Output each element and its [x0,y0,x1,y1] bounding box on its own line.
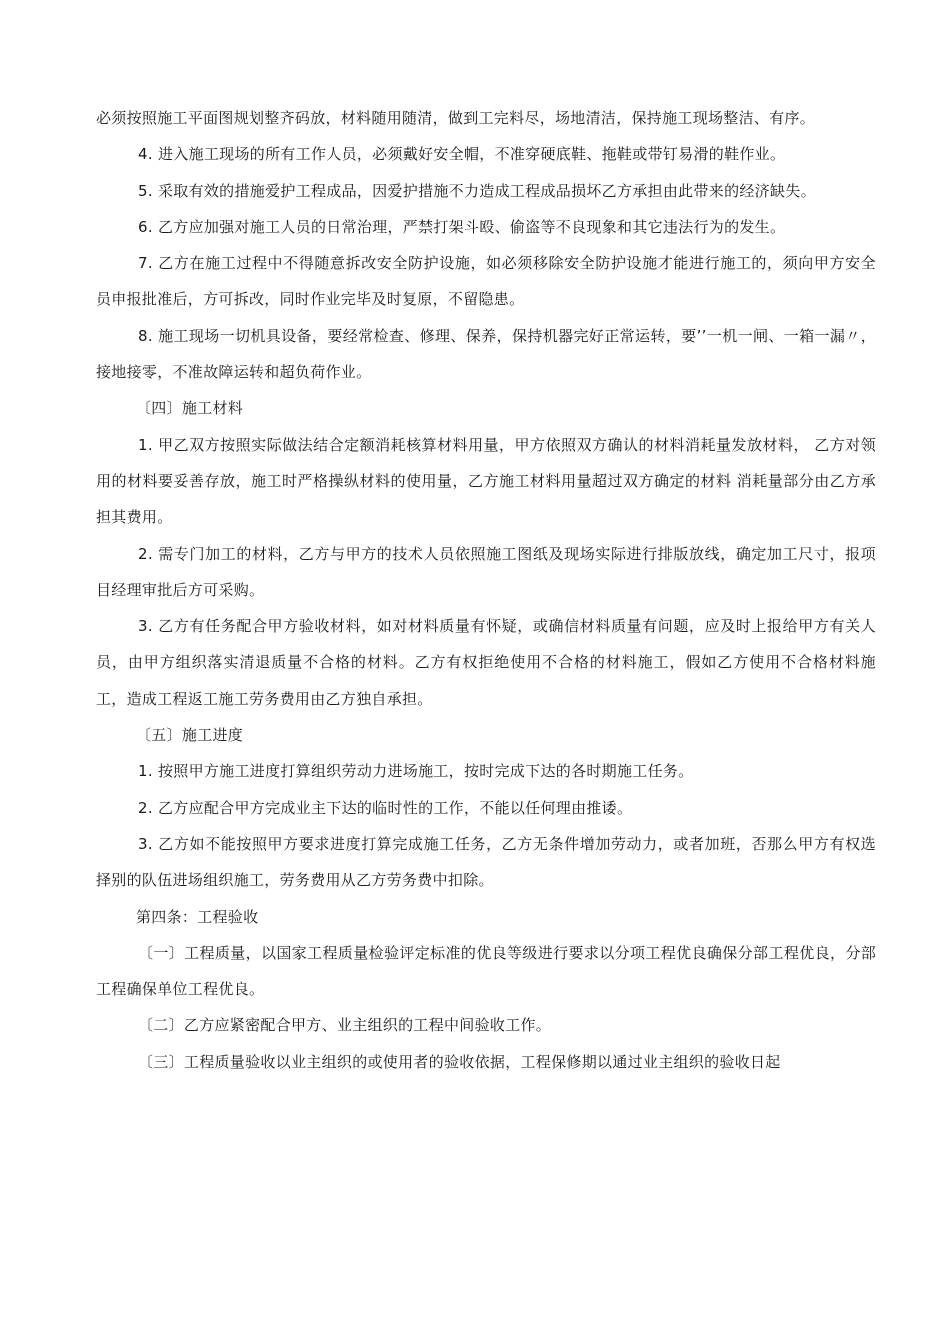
paragraph-materials-1: 1. 甲乙双方按照实际做法结合定额消耗核算材料用量，甲方依照双方确认的材料消耗量发放材料， 乙方对领用的材料要妥善存放，施工时严格操纵材料的使用量，乙方施工材料用量超过双方确定的材料 消耗量部分由乙方承担其费用。 [96,435,876,527]
paragraph-acceptance-1: 〔一〕工程质量，以国家工程质量检验评定标准的优良等级进行要求以分项工程优良确保分部工程优良，分部工程确保单位工程优良。 [96,943,876,999]
section-heading-materials: 〔四〕施工材料 [136,399,244,418]
section-heading-progress: 〔五〕施工进度 [136,726,244,745]
paragraph-item-7: 7. 乙方在施工过程中不得随意拆改安全防护设施，如必须移除安全防护设施才能进行施工的，须向甲方安全员申报批准后，方可拆改，同时作业完毕及时复原，不留隐患。 [96,254,876,309]
document-body [96,100,876,1080]
paragraph-item-8: 8. 施工现场一切机具设备，要经常检查、修理、保养，保持机器完好正常运转，要’’一机一闸、一箱一漏〃，接地接零，不准故障运转和超负荷作业。 [96,326,876,382]
article-heading-acceptance: 第四条：工程验收 [136,907,259,926]
paragraph-progress-3: 3. 乙方如不能按照甲方要求进度打算完成施工任务，乙方无条件增加劳动力，或者加班，否那么甲方有权选择别的队伍进场组织施工，劳务费用从乙方劳务费中扣除。 [96,834,876,890]
paragraph-materials-3: 3. 乙方有任务配合甲方验收材料，如对材料质量有怀疑，或确信材料质量有问题，应及时上报给甲方有关人员，由甲方组织落实清退质量不合格的材料。乙方有权拒绝使用不合格的材料施工，假如乙方使用不合格材料施工，造成工程返工施工劳务费用由乙方独自承担。 [96,617,876,708]
paragraph-continuation: 必须按照施工平面图规划整齐码放，材料随用随清，做到工完料尽，场地清洁，保持施工现场整洁、有序。 [96,109,816,127]
paragraph-item-5: 5. 采取有效的措施爱护工程成品，因爱护措施不力造成工程成品损坏乙方承担由此带来的经济缺失。 [138,181,816,200]
paragraph-progress-2: 2. 乙方应配合甲方完成业主下达的临时性的工作，不能以任何理由推诿。 [138,798,633,817]
paragraph-acceptance-2: 〔二〕乙方应紧密配合甲方、业主组织的工程中间验收工作。 [138,1016,552,1035]
paragraph-item-4: 4. 进入施工现场的所有工作人员，必须戴好安全帽，不准穿硬底鞋、拖鞋或带钉易滑的鞋作业。 [138,145,786,164]
paragraph-progress-1: 1. 按照甲方施工进度打算组织劳动力进场施工，按时完成下达的各时期施工任务。 [138,762,694,781]
paragraph-item-6: 6. 乙方应加强对施工人员的日常治理，严禁打架斗殴、偷盗等不良现象和其它违法行为的发生。 [138,217,786,236]
paragraph-materials-2: 2. 需专门加工的材料，乙方与甲方的技术人员依照施工图纸及现场实际进行排版放线，确定加工尺寸，报项目经理审批后方可采购。 [96,544,876,599]
paragraph-acceptance-3: 〔三〕工程质量验收以业主组织的或使用者的验收依据，工程保修期以通过业主组织的验收日起 [138,1052,781,1071]
